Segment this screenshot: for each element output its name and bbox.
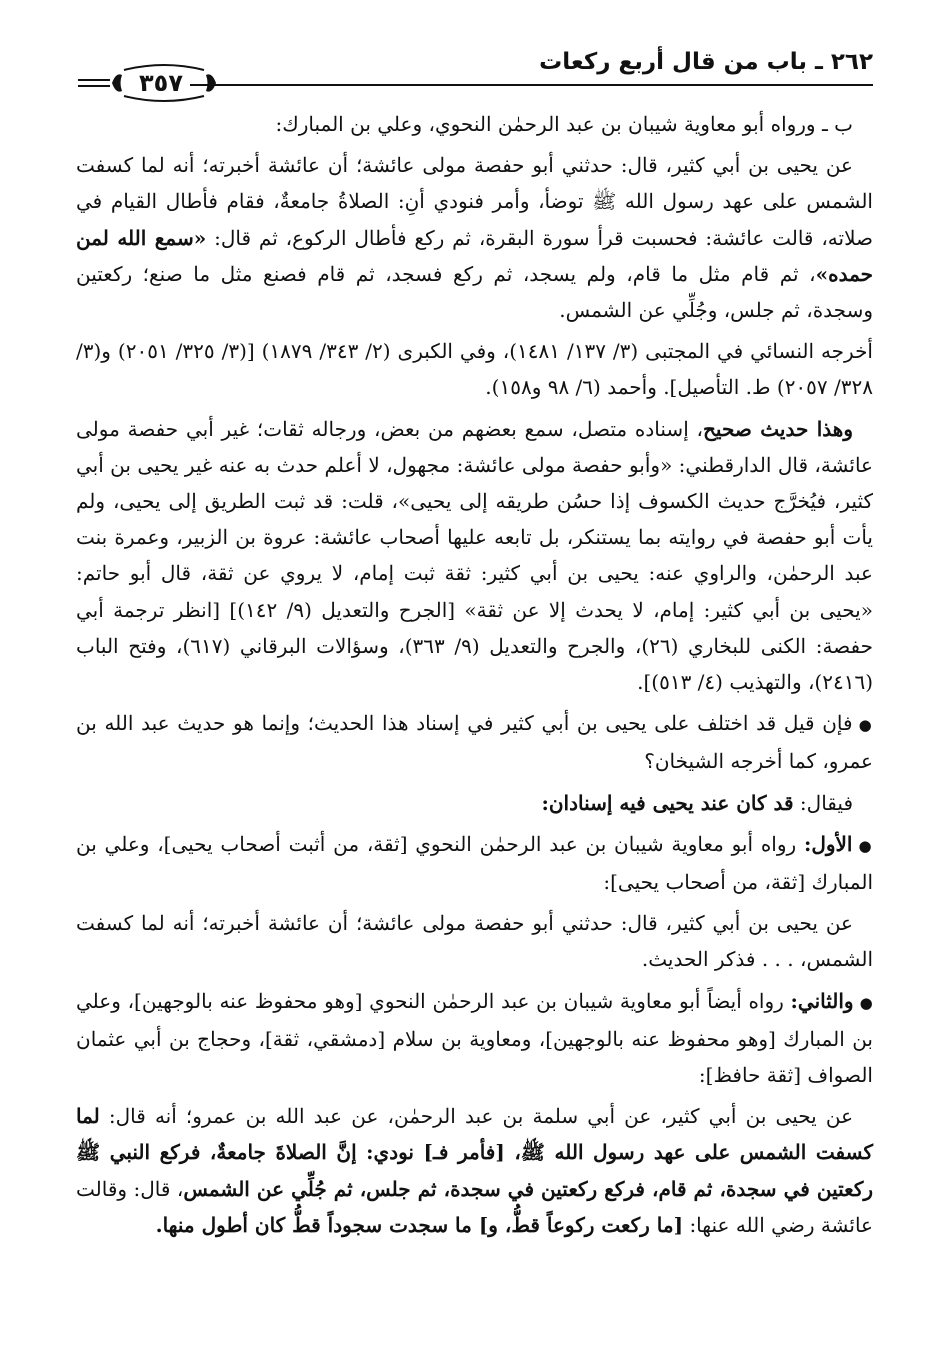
paragraph-second-chain — [76, 983, 873, 1094]
paragraph-second-matn — [76, 1098, 873, 1243]
paragraph-answer — [76, 785, 873, 821]
running-title: ٢٦٢ ـ باب من قال أربع ركعات — [539, 49, 873, 75]
paragraph-chain-b: ب ـ ورواه أبو معاوية شيبان بن عبد الرحمٰن النحوي، وعلي بن المبارك: — [275, 112, 853, 136]
second-matn-bold: لما كسفت الشمس على عهد رسول الله ﷺ، [فأمر فـ] نودي: إنَّ الصلاةَ جامعةٌ، فركع النبي ﷺ ركعتين في سجدة، ثم قام، فركع ركعتين في سجدة، ثم جلس، ثم جُلِّي عن الشمس — [76, 1104, 874, 1201]
page-header — [76, 0, 873, 106]
bullet-icon: ● — [859, 993, 874, 1012]
second-matn-end: [ما ركعت ركوعاً قطُّ، و] ما سجدت سجوداً قطُّ كان أطول منها. — [155, 1212, 684, 1237]
answer-lead: فيقال: — [799, 790, 853, 815]
bullet-icon: ● — [858, 836, 874, 855]
bullet-icon: ● — [858, 716, 873, 735]
paragraph-first-chain — [76, 826, 873, 900]
grading-text: ، إسناده متصل، سمع بعضهم من بعض، ورجاله ثقات؛ غير أبي حفصة مولى عائشة، قال الدارقطني: «وأبو حفصة مولى عائشة: مجهول، لا أعلم حدث به عنه غير يحيى بن أبي كثير، فيُخرَّج حديث الكسوف إذا حسُن طريقه إلى يحيى»، قلت: قد ثبت الطريق إلى يحيى، ولم يأت أبو حفصة في روايته بما يستنكر، بل تابعه عليها أصحاب عائشة: عروة بن الزبير، وعمرة بنت عبد الرحمٰن، والراوي عنه: يحيى بن أبي كثير: ثقة ثبت إمام، لا يروي عن ثقة، قال أبو حاتم: «يحيى بن أبي كثير: إمام، لا يحدث إلا عن ثقة» [الجرح والتعديل (٩/ ١٤٢)] [انظر ترجمة أبي حفصة: الكنى للبخاري (٢٦)، والجرح والتعديل (٩/ ٣٦٣)، وسؤالات البرقاني (٦١٧)، وفتح الباب (٢٤١٦)، والتهذيب (٤/ ٥١٣)]. — [76, 416, 873, 695]
first-chain-text: رواه أبو معاوية شيبان بن عبد الرحمٰن النحوي [ثقة، من أثبت أصحاب يحيى]، وعلي بن المبارك [ثقة، من أصحاب يحيى]: — [76, 831, 873, 895]
second-matn-mid: ، قال: وقالت عائشة رضي الله عنها: — [76, 1176, 873, 1237]
page-number-ornament — [76, 62, 221, 106]
answer-heading: قد كان عند يحيى فيه إسنادان: — [541, 790, 794, 815]
paragraph-first-matn: عن يحيى بن أبي كثير، قال: حدثني أبو حفصة مولى عائشة؛ أن عائشة أخبرته؛ أنه لما كسفت الشمس، . . . فذكر الحديث. — [76, 911, 873, 972]
grading-label: وهذا حديث صحيح — [703, 416, 853, 441]
objection-text: فإن قيل قد اختلف على يحيى بن أبي كثير في إسناد هذا الحديث؛ وإنما هو حديث عبد الله بن عمرو، كما أخرجه الشيخان؟ — [76, 711, 873, 774]
quoted-phrase: «سمع الله لمن حمده» — [76, 225, 873, 286]
second-label: والثاني: — [790, 988, 854, 1013]
hadith-text-tail: ، ثم قام مثل ما قام، ولم يسجد، ثم ركع فسجد، ثم قام فصنع مثل ما صنع؛ ركعتين وسجدة، ثم جلس، وجُلِّي عن الشمس. — [76, 261, 873, 323]
first-label: الأول: — [803, 831, 853, 856]
paragraph-grading — [76, 411, 873, 701]
second-matn-lead: عن يحيى بن أبي كثير، عن أبي سلمة بن عبد الرحمٰن، عن عبد الله بن عمرو؛ أنه قال: — [108, 1104, 853, 1129]
page-number: ٣٥٧ — [139, 69, 183, 97]
paragraph-objection — [76, 705, 873, 779]
second-chain-text: رواه أيضاً أبو معاوية شيبان بن عبد الرحمٰن النحوي [وهو محفوظ عنه بالوجهين]، وعلي بن المبارك [وهو محفوظ عنه بالوجهين]، ومعاوية بن سلام [دمشقي، ثقة]، وحجاج بن أبي عثمان الصواف [ثقة حافظ]: — [76, 988, 873, 1088]
header-rule — [190, 84, 873, 86]
paragraph-takhrij: أخرجه النسائي في المجتبى (٣/ ١٣٧/ ١٤٨١)، وفي الكبرى (٢/ ٣٤٣/ ١٨٧٩) [(٣/ ٣٢٥/ ٢٠٥١) و(٣/ ٣٢٨/ ٢٠٥٧) ط. التأصيل]. وأحمد (٦/ ٩٨ و١٥٨). — [76, 339, 873, 400]
hadith-text: عن يحيى بن أبي كثير، قال: حدثني أبو حفصة مولى عائشة؛ أن عائشة أخبرته؛ أنه لما كسفت الشمس على عهد رسول الله ﷺ توضأ، وأمر فنودي أنِ: الصلاةُ جامعةٌ، فقام فأطال القيام في صلاته، قالت عائشة: فحسبت قرأ سورة البقرة، ثم ركع فأطال الركوع، ثم قال: — [76, 153, 874, 250]
paragraph-hadith-text — [76, 147, 873, 328]
main-text — [76, 106, 873, 1243]
